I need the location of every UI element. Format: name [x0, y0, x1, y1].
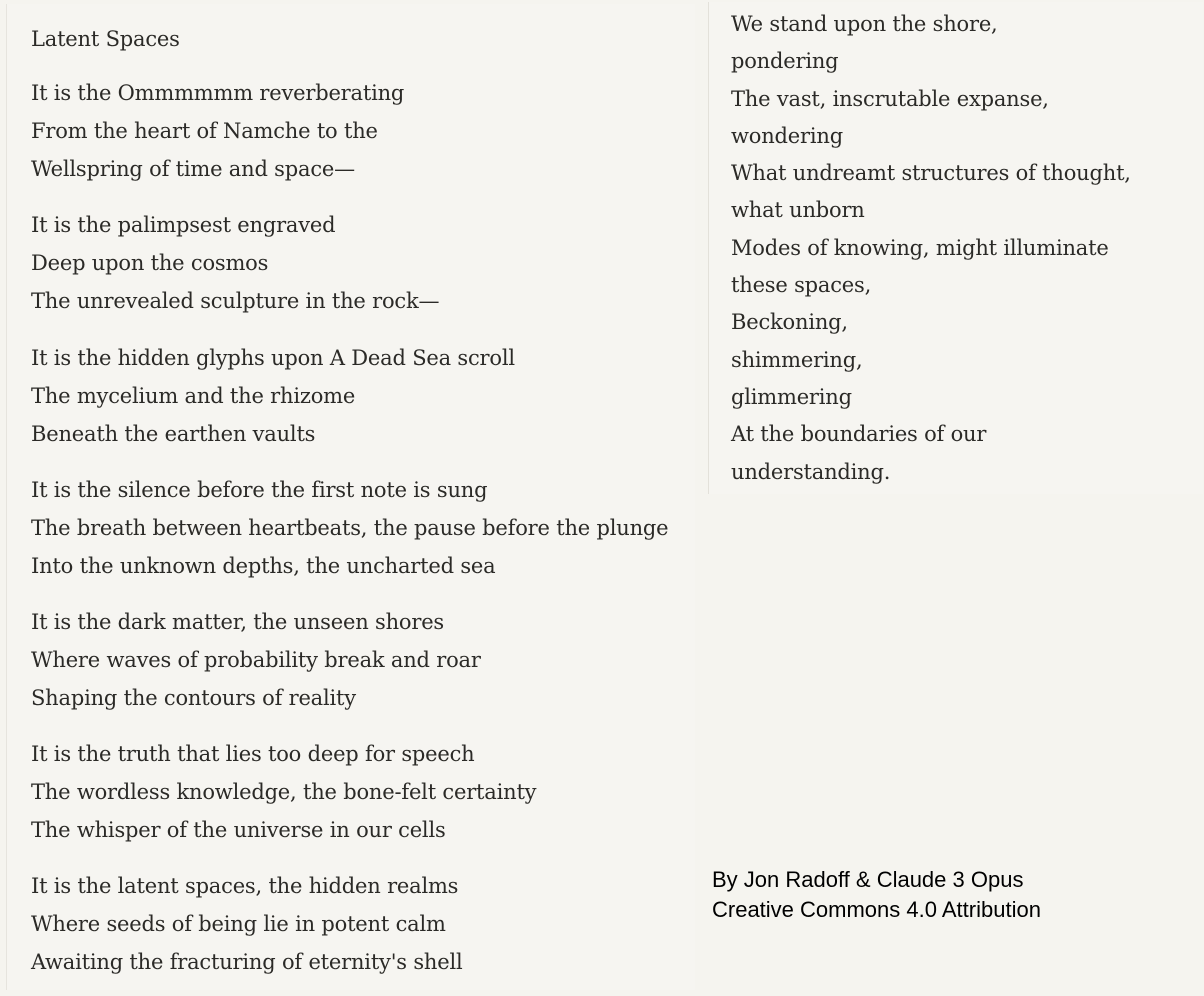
poem-line: Modes of knowing, might illuminate — [731, 235, 1109, 260]
poem-line: pondering — [731, 49, 839, 74]
stanza — [31, 339, 515, 453]
credits — [712, 865, 1041, 925]
poem-line: Shaping the contours of reality — [31, 686, 356, 710]
poem-line: The breath between heartbeats, the pause before the plunge — [31, 516, 669, 540]
poem-line: At the boundaries of our — [731, 422, 987, 447]
poem-line: It is the truth that lies too deep for speech — [31, 742, 475, 766]
poem-line: wondering — [731, 123, 843, 148]
poem-line: Beneath the earthen vaults — [31, 422, 316, 446]
poem-line: It is the hidden glyphs upon A Dead Sea scroll — [31, 346, 515, 370]
poem-line: what unborn — [731, 198, 865, 223]
poem-line: It is the palimpsest engraved — [31, 213, 336, 237]
credits-license: Creative Commons 4.0 Attribution — [712, 897, 1041, 922]
credits-authors: By Jon Radoff & Claude 3 Opus — [712, 867, 1024, 892]
poem-line: The whisper of the universe in our cells — [31, 818, 446, 842]
poem-line: glimmering — [731, 384, 852, 409]
poem-line: It is the dark matter, the unseen shores — [31, 610, 445, 634]
stanza — [31, 74, 404, 188]
poem-line: The wordless knowledge, the bone-felt certainty — [31, 780, 537, 804]
poem-line: We stand upon the shore, — [731, 12, 998, 36]
poem-line: shimmering, — [731, 347, 863, 372]
poem-line: The mycelium and the rhizome — [31, 384, 356, 408]
stanza — [31, 206, 439, 320]
poem-right-column — [708, 2, 1203, 494]
poem-line: The unrevealed sculpture in the rock— — [31, 289, 440, 313]
poem-line: What undreamt structures of thought, — [731, 161, 1131, 186]
stanza — [31, 603, 481, 717]
poem-left-column — [6, 4, 695, 990]
poem-line: understanding. — [731, 459, 891, 484]
poem-line: Where waves of probability break and roar — [31, 648, 481, 672]
stanza — [31, 471, 668, 585]
stanza — [31, 735, 536, 849]
poem-line: Deep upon the cosmos — [31, 251, 269, 275]
poem-line: Wellspring of time and space— — [31, 157, 355, 181]
poem-line: Where seeds of being lie in potent calm — [31, 912, 446, 936]
poem-line: these spaces, — [731, 273, 872, 298]
poem-line: It is the silence before the first note is sung — [31, 478, 488, 502]
poem-line: Beckoning, — [731, 310, 848, 335]
poem-line: From the heart of Namche to the — [31, 119, 378, 143]
stanza — [31, 867, 463, 981]
poem-title: Latent Spaces — [31, 27, 180, 51]
poem-line: The vast, inscrutable expanse, — [731, 86, 1049, 111]
poem-line: Awaiting the fracturing of eternity's shell — [31, 950, 463, 974]
stanza — [731, 6, 1131, 491]
poem-line: It is the latent spaces, the hidden realms — [31, 874, 459, 898]
poem-line: Into the unknown depths, the uncharted sea — [31, 554, 496, 578]
poem-line: It is the Ommmmmm reverberating — [31, 81, 405, 105]
